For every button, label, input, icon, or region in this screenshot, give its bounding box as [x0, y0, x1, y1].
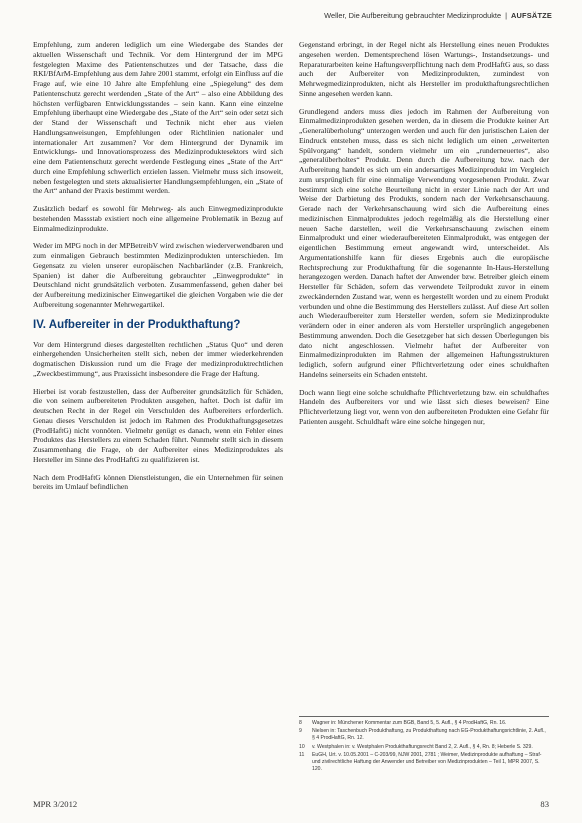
footnote-text: Nielsen in: Taschenbuch Produkthaftung, zu Produkthaftung nach EG-Produkthaftungsrichtlinie, 2. Aufl., § 4 ProdHaftG, Rn. 12. [312, 728, 546, 742]
right-paragraph-2: Grundlegend anders muss dies jedoch im Rahmen der Aufbereitung von Einmalmedizinprodukten gesehen werden, da in diesem die Produkte keiner Art „Generalüberholung“ unterzogen werden und auch für den juristischen Laien der Eindruck entstehen muss, dass es sich nicht lediglich um einen „erweiterten Spülvorgang“ handelt, sondern vielmehr um ein „runderneuertes“, also „generalüberholtes“ Produkt. Denn durch die Aufbereitung bzw. nach der Aufbereitung handelt es sich um ein andersartiges Medizinprodukt im Vergleich zum ursprünglich für eine einmalige Verwendung vorgesehenen Produkt. Zwar bestimmt sich eine solche Beurteilung nicht in erster Linie nach der Art und Weise der Darbietung des Produkts, sondern nach der Verkehrsanschauung. Gerade nach der Verkehrsanschauung wird sich die Aufbereitung eines medizinischen Einmalproduktes jedoch regelmäßig als die Herstellung einer neuen Sache darstellen, weil die Verkehrsanschauung zwischen einem Einmalprodukt und einer wiederaufbereiteten Einmalprodukt, was entgegen der eigentlichen Bestimmung erneut angewandt wird, unterscheidet. Als Argumentationshilfe kann für dieses Ergebnis auch die europäische Rechtsprechung zur Produkthaftung für die sogenannte In-Haus-Herstellung herangezogen werden. Danach haftet der Anwender bzw. Betreiber gleich einem Hersteller für Schäden, sofern das verwendete Teilprodukt zuvor in einem zweckändernden Zustand war, wenn es hergestellt worden und zu einem Produkt verbunden und ohne die Bestimmung des Herstellers zulässt. Auf diese Art sollen auch Wiederaufbereiter zum Hersteller werden, sofern sie Medizinprodukte verändern oder in einer anderen als vom Hersteller ursprünglich angegebenen Bestimmung anwenden. Doch die Gesetzgeber hat sich dessen Überlegungen bis dato nicht angeschlossen. Vielmehr haftet der Aufbereiter von Einmalmedizinprodukten im Rahmen der allgemeinen Haftungsstrukturen lediglich, sofern aufgrund einer Pflichtverletzung oder eines schuldhaften Handelns seinerseits ein Schaden entsteht. [299, 106, 549, 379]
right-paragraph-1: Gegenstand erbringt, in der Regel nicht als Herstellung eines neuen Produktes angesehen werden. Dementsprechend lösen Wartungs-, Instandsetzungs- und Reparaturarbeiten keine Haftungsverpflichtung nach dem ProdHaftG aus, so dass auch der Aufbereiter von Medizinprodukten, zumindest von Mehrwegmedizinprodukten, nicht als Hersteller im produkthaftungsrechtlichen Sinne angesehen werden kann. [299, 40, 549, 98]
footnote-number: 8 [299, 720, 302, 726]
left-paragraph-5: Hierbei ist vorab festzustellen, dass der Aufbereiter grundsätzlich für Schäden, die von seinem aufbereiteten Produkten ausgehen, haftet. Doch ist dafür im deutschen Recht in der Regel ein Verschulden des Aufbereiters erforderlich. Genau dieses Verschulden ist jedoch im Rahmen des Produkthaftungsgesetzes (ProdHaftG) nicht vonnöten. Vielmehr genügt es danach, wenn ein Fehler eines Produktes das Herstellers zu einem Schaden führt. Nunmehr stellt sich in diesem Zusammenhang die Frage, ob der Aufbereiter eines Medizinproduktes als Hersteller im Sinne des ProdHaftG zu qualifizieren ist. [33, 386, 283, 464]
left-paragraph-4: Vor dem Hintergrund dieses dargestellten rechtlichen „Status Quo“ und deren einhergehenden Unsicherheiten stellt sich, neben der immer wiederkehrenden dogmatischen Diskussion rund um die Frage der medizinproduktrechtlichen „Zweckbestimmung“, aus Praxissicht insbesondere die Frage der Haftung. [33, 339, 283, 378]
footnote [299, 728, 549, 742]
running-head [200, 11, 552, 20]
footnote-number: 10 [299, 743, 305, 750]
footnote [299, 720, 549, 727]
footnote-number: 11 [299, 751, 305, 758]
right-paragraph-3: Doch wann liegt eine solche schuldhafte Pflichtverletzung bzw. ein schuldhaftes Handeln des Aufbereiters vor und wie lässt sich dieses beweisen? Eine Pflichtverletzung liegt vor, wenn von den aufbereiteten Produkten eine Gefahr für Patienten ausgeht. Schuldhaft wäre eine solche hingegen nur, [299, 387, 549, 426]
left-paragraph-2: Zusätzlich bedarf es sowohl für Mehrweg- als auch Einwegmedizinprodukte bestehenden Massstab existiert noch eine allgemeine Problematik in Bezug auf Einmalmedizinprodukte. [33, 204, 283, 233]
running-head-title: Weller, Die Aufbereitung gebrauchter Medizinprodukte [324, 11, 502, 20]
left-paragraph-1: Empfehlung, zum anderen lediglich um eine Wiedergabe des Standes der aktuellen Wissenschaft und Technik. Vor dem Hintergrund der im MPG festgelegten Maxime des Patientenschutzes und der Tatsache, dass die RKI/BfArM-Empfehlung aus dem Jahre 2001 stammt, erfolgt ein Einfluss auf die Frage auf, wie eine 10 Jahre alte Empfehlung eine „Spiegelung“ des dem Patientenschutz gerecht werdenden „State of the Art“ – also eine Abbildung des höchsten verfügbaren Entwicklungsstandes – sein kann. Kann eine einzelne Empfehlung überhaupt eine Wiedergabe des „State of the Art“ sein oder setzt sich der Stand der Wissenschaft und Technik nicht eher aus vielen Handlungsanweisungen, Empfehlungen oder Richtlinien nationaler und internationaler Art zusammen? Vor dem Hintergrund der Dynamik im Entwicklungs- und Innovationsprozess des Medizinproduktesektors wird sich eine dem Patientenschutz gerecht werdende Festlegung eines „State of the Art“ durch eine Empfehlung schwerlich erzielen lassen. Vielmehr muss sich insoweit, neben festgelegten und stets aktualisierter Handlungsempfehlungen, ein „State of the Art“ anhand der Praxis bestimmt werden. [33, 40, 283, 196]
footnotes [299, 716, 549, 774]
footnote [299, 752, 549, 773]
section-heading: IV. Aufbereiter in der Produkthaftung? [33, 318, 241, 331]
right-column [299, 40, 549, 435]
footnote-text: EuGH, Urt. v. 10.05.2001 – C-203/99, NJW 2001, 2781 ; Weimer, Medizinprodukte aufhaftung – Straf- und zivilrechtliche Haftung der Anwender und Betreiber von Medizinprodukten – Teil 1, MPR 2007, S. 120. [312, 751, 542, 772]
left-paragraph-6: Nach dem ProdHaftG können Dienstleistungen, die ein Unternehmen für seinen bereits im Umlauf befindlichen [33, 472, 283, 492]
left-paragraph-3: Weder im MPG noch in der MPBetreibV wird zwischen wiederverwendbaren und zum einmaligen Gebrauch bestimmten Medizinprodukten unterschieden. Im Gegensatz zu vielen unserer europäischen Nachbarländer (z.B. Frankreich, Spanien) ist daher die Aufbereitung gebrauchter „Einwegprodukte“ in Deutschland nicht grundsätzlich verboten. Zusammenfassend, gehen daher bei der Aufbereitung medizinischer Einwegartikel die gleichen Vorgaben wie die der Aufbereitung sogenannter Mehrwegartikel. [33, 241, 283, 309]
footnote-text: v. Westphalen in: v. Westphalen Produkthaftungsrecht Band 2, 2. Aufl., § 4, Rn. 8; Heberle S. 329. [312, 743, 533, 750]
left-column [33, 40, 283, 500]
page-number: 83 [540, 799, 549, 809]
footnote-text: Wagner in: Münchener Kommentar zum BGB, Band 5, 5. Aufl., § 4 ProdHaftG, Rn. 16. [312, 720, 507, 726]
footnote-number: 9 [299, 728, 302, 735]
running-head-section: AUFSÄTZE [510, 11, 552, 20]
running-head-separator: | [505, 11, 507, 20]
journal-issue: MPR 3/2012 [33, 799, 78, 809]
footnote [299, 744, 549, 751]
page-footer [33, 799, 549, 809]
